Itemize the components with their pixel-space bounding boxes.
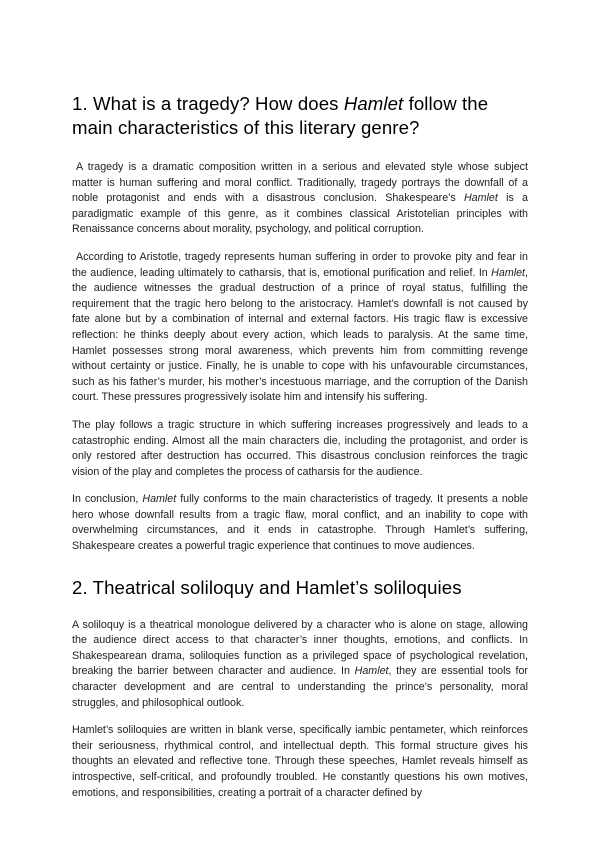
italic-title: Hamlet: [463, 192, 498, 205]
text-run: A tragedy is a dramatic composition written in a serious and elevated style whose subject matter is human suffering and moral conflict. Traditionally, tragedy portrays the downfall of a noble protagonist and ends with a disastrous conclusion. Shakespeare’s: [72, 161, 528, 205]
text-run: fully conforms to the main characteristics of tragedy. It presents a noble hero whose downfall results from a tragic flaw, moral conflict, and an inability to cope with overwhelming circumstances, and it ends in catastrophe. Through Hamlet’s suffering, Shakespeare creates a powerful tragic experience that continues to move audiences.: [72, 493, 528, 553]
section-2-paragraph-2: [72, 723, 528, 801]
section-2-heading-text: 2. Theatrical soliloquy and Hamlet’s soliloquies: [72, 576, 462, 598]
text-run: Hamlet’s soliloquies are written in blank verse, specifically iambic pentameter, which reinforces their seriousness, rhythmical control, and intellectual depth. This formal structure gives his thoughts an elevated and reflective tone. Through these speeches, Hamlet reveals himself as introspective, self-critical, and profoundly troubled. He constantly questions his own motives, emotions, and responsibilities, creating a portrait of a character defined by: [72, 724, 528, 799]
section-1-heading: [72, 92, 528, 140]
section-2-paragraph-1: [72, 618, 528, 712]
section-2-heading: [72, 576, 528, 600]
section-1-paragraph-2: [72, 250, 528, 406]
text-run: In conclusion,: [72, 493, 143, 506]
text-run: , the audience witnesses the gradual destruction of a prince of royal status, fulfilling the requirement that the tragic hero belong to the aristocracy. Hamlet’s downfall is not caused by fate alone but by a combination of internal and external factors. His tragic flaw is excessive reflection: he thinks deeply about every action, which leads to paralysis. At the same time, Hamlet possesses strong moral awareness, which prevents him from committing revenge without certainty or justice. Finally, he is unable to cope with his unfavourable circumstances, such as his father’s murder, his mother’s incestuous marriage, and the corruption of the Danish court. These pressures progressively isolate him and intensify his suffering.: [72, 266, 528, 404]
section-1-heading-post: follow the main characteristics of this literary genre?: [72, 93, 489, 138]
section-1-paragraph-1: [72, 160, 528, 238]
section-1-heading-pre: 1. What is a tragedy? How does: [72, 93, 344, 114]
text-run: According to Aristotle, tragedy represents human suffering in order to provoke pity and fear in the audience, leading ultimately to catharsis, that is, emotional purification and relief. In: [72, 250, 528, 279]
text-run: , they are essential tools for character development and are central to understanding the prince’s personality, moral struggles, and philosophical outlook.: [72, 665, 528, 709]
section-1-heading-italic: Hamlet: [343, 93, 404, 114]
section-1-paragraph-4: [72, 492, 528, 554]
italic-title: Hamlet: [142, 493, 177, 506]
section-1-paragraph-3: [72, 418, 528, 480]
text-run: is a paradigmatic example of this genre, as it combines classical Aristotelian principles with Renaissance concerns about morality, psychology, and political corruption.: [72, 192, 528, 236]
text-run: The play follows a tragic structure in which suffering increases progressively and leads to a catastrophic ending. Almost all the main characters die, including the protagonist, and order is only restored after destruction has occurred. This disastrous conclusion reinforces the tragic vision of the play and completes the process of catharsis for the audience.: [72, 418, 528, 478]
text-run: A soliloquy is a theatrical monologue delivered by a character who is alone on stage, allowing the audience direct access to that character’s inner thoughts, emotions, and conflicts. In Shakespearean drama, soliloquies function as a privileged space of psychological revelation, breaking the barrier between character and audience. In: [72, 618, 528, 678]
italic-title: Hamlet: [354, 665, 389, 678]
italic-title: Hamlet: [491, 266, 526, 279]
